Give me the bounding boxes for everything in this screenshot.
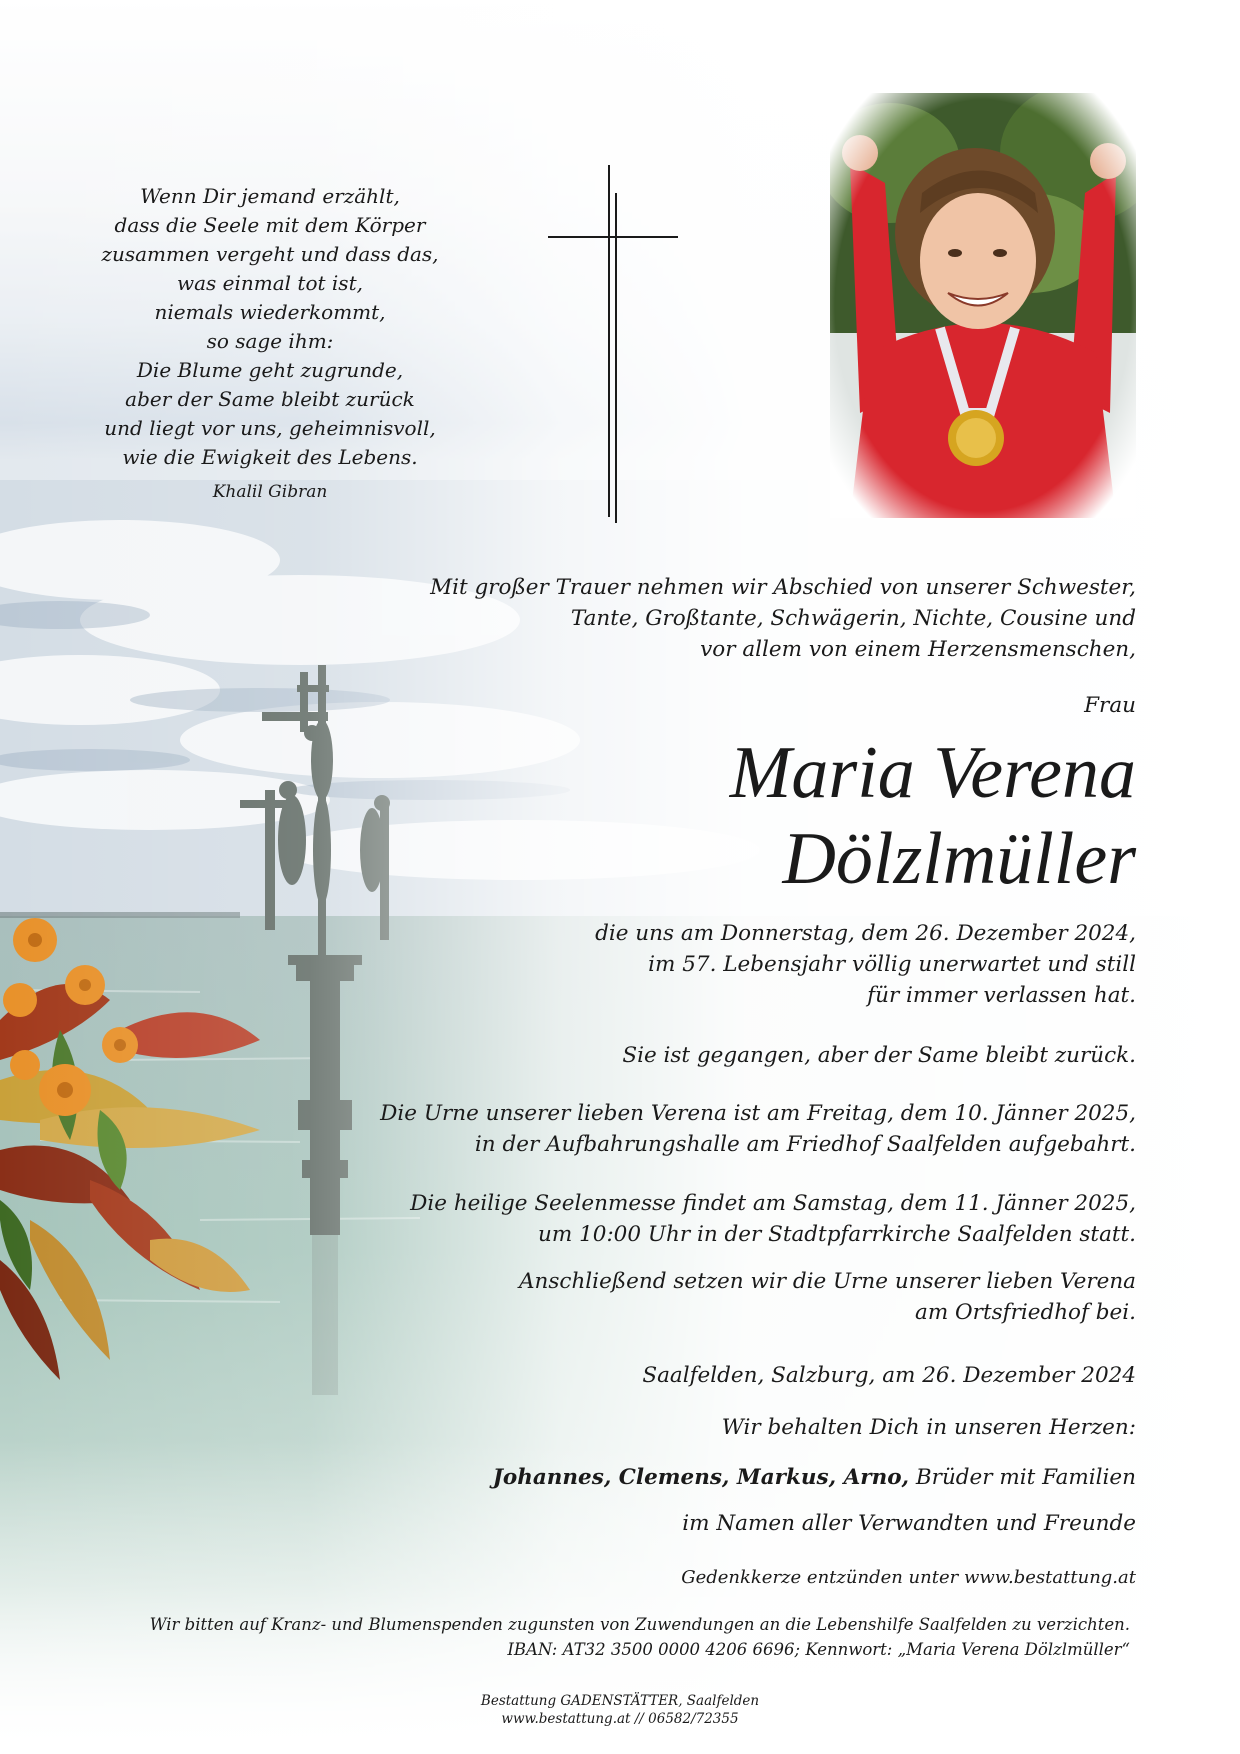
funeral-home-contact: www.bestattung.at // 06582/72355 [501, 1711, 739, 1727]
mass-line: Die heilige Seelenmesse findet am Samstag, dem 11. Jänner 2025, [410, 1191, 1136, 1216]
donation-line: Wir bitten auf Kranz- und Blumenspenden zugunsten von Zuwendungen an die Lebenshilfe Saalfelden zu verzichten. [149, 1615, 1130, 1634]
poem-line: so sage ihm: [206, 329, 334, 353]
portrait-photo [830, 93, 1136, 518]
poem [80, 182, 460, 507]
deceased-surname: Dölzlmüller [782, 818, 1136, 900]
burial-line: Anschließend setzen wir die Urne unserer lieben Verena [519, 1269, 1136, 1294]
intro-line: Tante, Großtante, Schwägerin, Nichte, Cousine und [570, 606, 1136, 631]
urn-line: Die Urne unserer lieben Verena ist am Freitag, dem 10. Jänner 2025, [380, 1101, 1136, 1126]
poem-line: Die Blume geht zugrunde, [136, 358, 404, 382]
closing-line: Wir behalten Dich in unseren Herzen: [721, 1415, 1136, 1440]
deceased-first-names: Maria Verena [729, 732, 1136, 814]
mass-line: um 10:00 Uhr in der Stadtpfarrkirche Saalfelden statt. [538, 1222, 1136, 1247]
place-date: Saalfelden, Salzburg, am 26. Dezember 2024 [642, 1363, 1136, 1388]
poem-line: Wenn Dir jemand erzählt, [140, 184, 400, 208]
burial-line: am Ortsfriedhof bei. [915, 1300, 1136, 1325]
funeral-home-name: Bestattung GADENSTÄTTER, Saalfelden [480, 1693, 760, 1709]
relatives-line: im Namen aller Verwandten und Freunde [682, 1511, 1136, 1536]
poem-line: niemals wiederkommt, [154, 300, 386, 324]
family-relation: Brüder mit Familien [915, 1465, 1136, 1490]
death-notice [436, 918, 1136, 1011]
poem-line: dass die Seele mit dem Körper [114, 213, 426, 237]
intro-line: Mit großer Trauer nehmen wir Abschied von unserer Schwester, [430, 575, 1136, 600]
salutation: Frau [1084, 693, 1136, 718]
donation-notice [30, 1612, 1130, 1662]
intro-line: vor allem von einem Herzensmenschen, [700, 637, 1136, 662]
intro-text [376, 572, 1136, 665]
donation-iban: IBAN: AT32 3500 0000 4206 6696; Kennwort: „Maria Verena Dölzlmüller“ [507, 1640, 1130, 1659]
urn-line: in der Aufbahrungshalle am Friedhof Saalfelden aufgebahrt. [474, 1132, 1136, 1157]
quote-line: Sie ist gegangen, aber der Same bleibt zurück. [622, 1043, 1136, 1068]
family-names: Johannes, Clemens, Markus, Arno, [492, 1465, 910, 1490]
poem-author: Khalil Gibran [212, 482, 328, 502]
poem-line: was einmal tot ist, [177, 271, 363, 295]
mass-notice [376, 1188, 1136, 1250]
poem-line: zusammen vergeht und dass das, [101, 242, 439, 266]
poem-line: aber der Same bleibt zurück [125, 387, 415, 411]
poem-line: und liegt vor uns, geheimnisvoll, [104, 416, 436, 440]
urn-notice [376, 1098, 1136, 1160]
poem-line: wie die Ewigkeit des Lebens. [122, 445, 418, 469]
death-line: die uns am Donnerstag, dem 26. Dezember 2024, [595, 921, 1136, 946]
death-line: im 57. Lebensjahr völlig unerwartet und still [648, 952, 1136, 977]
funeral-home-footer [0, 1692, 1240, 1728]
burial-notice [436, 1266, 1136, 1328]
death-line: für immer verlassen hat. [867, 983, 1136, 1008]
family-line [376, 1462, 1136, 1493]
candle-notice: Gedenkkerze entzünden unter www.bestattung.at [681, 1567, 1136, 1588]
cross-icon [548, 165, 678, 525]
